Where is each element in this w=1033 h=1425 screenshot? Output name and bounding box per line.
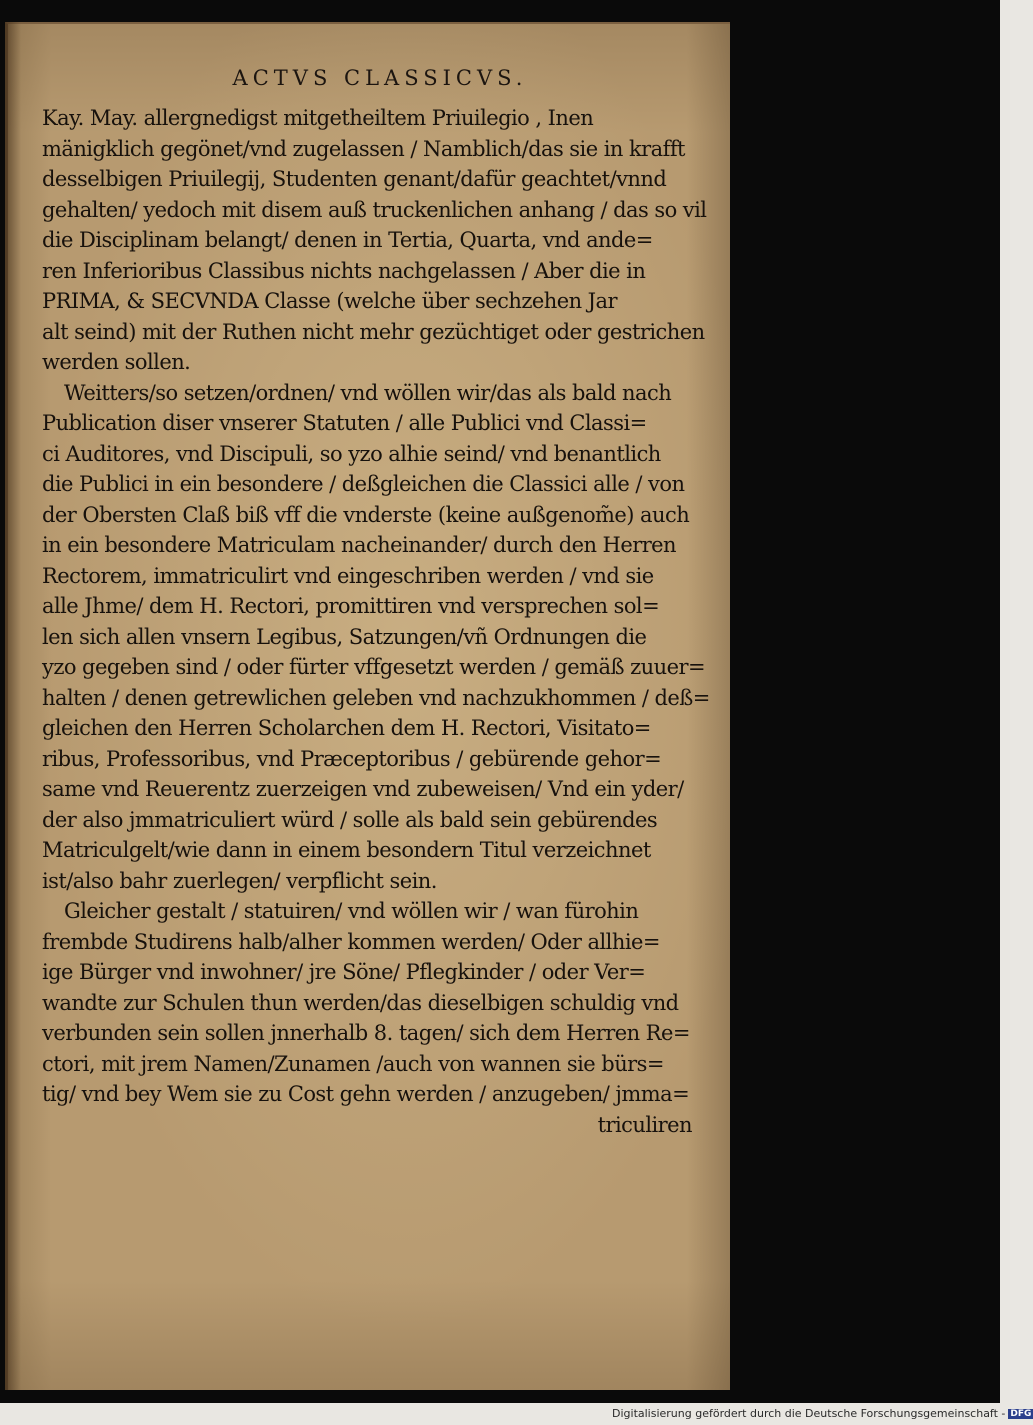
catchword: triculiren — [597, 1112, 692, 1137]
text-line: frembde Studirens halb/alher kommen werden/ Oder allhie= — [42, 929, 660, 954]
credit-text: Digitalisierung gefördert durch die Deutsche Forschungsgemeinschaft - — [612, 1407, 1006, 1420]
text-line: mänigklich gegönet/vnd zugelassen / Namblich/das sie in krafft — [42, 136, 685, 161]
text-line: gleichen den Herren Scholarchen dem H. Rectori, Visitato= — [42, 716, 651, 740]
text-line: ci Auditores, vnd Discipuli, so yzo alhie seind/ vnd benantlich — [42, 441, 661, 466]
text-line: halten / denen getrewlichen geleben vnd nachzukhommen / deß= — [42, 685, 710, 710]
text-line: ige Bürger vnd inwohner/ jre Söne/ Pflegkinder / oder Ver= — [42, 960, 646, 984]
text-line: gehalten/ yedoch mit disem auß truckenlichen anhang / das so vil — [42, 197, 707, 222]
text-line: werden sollen. — [42, 350, 191, 374]
paragraph-start-line: Gleicher gestalt / statuiren/ vnd wöllen wir / wan fürohin — [64, 899, 639, 923]
text-line: die Publici in ein besondere / deßgleichen die Classici alle / von — [42, 472, 685, 496]
text-line: yzo gegeben sind / oder fürter vffgesetzt werden / gemäß zuuer= — [42, 655, 705, 679]
text-line: PRIMA, & SECVNDA Classe (welche über sechzehen Jar — [42, 289, 618, 313]
text-line: Kay. May. allergnedigst mitgetheiltem Priuilegio , Inen — [42, 106, 594, 130]
text-line: same vnd Reuerentz zuerzeigen vnd zubeweisen/ Vnd ein yder/ — [42, 777, 684, 801]
spine-shadow — [5, 22, 21, 1390]
text-line: alt seind) mit der Ruthen nicht mehr gezüchtiget oder gestrichen — [42, 319, 705, 344]
running-head: ACTVS CLASSICVS. — [232, 66, 528, 90]
text-line: ist/also bahr zuerlegen/ verpflicht sein. — [42, 868, 437, 893]
text-line: desselbigen Priuilegij, Studenten genant/dafür geachtet/vnnd — [42, 167, 667, 191]
text-line: der also jmmatriculiert würd / solle als bald sein gebürendes — [42, 807, 658, 832]
text-line: Matriculgelt/wie dann in einem besondern Titul verzeichnet — [42, 838, 651, 862]
text-line: ctori, mit jrem Namen/Zunamen /auch von wannen sie bürs= — [42, 1051, 664, 1076]
text-line: Publication diser vnserer Statuten / alle Publici vnd Classi= — [42, 411, 647, 435]
paragraph-start-line: Weitters/so setzen/ordnen/ vnd wöllen wir/das als bald nach — [64, 380, 672, 405]
text-line: ren Inferioribus Classibus nichts nachgelassen / Aber die in — [42, 258, 646, 283]
text-line: ribus, Professoribus, vnd Præceptoribus / gebürende gehor= — [42, 746, 662, 771]
text-line: len sich allen vnsern Legibus, Satzungen/vñ Ordnungen die — [42, 624, 647, 649]
body-text — [42, 103, 722, 1140]
text-line: Rectorem, immatriculirt vnd eingeschriben werden / vnd sie — [42, 563, 654, 588]
dfg-logo-icon[interactable]: DFG — [1010, 1409, 1032, 1419]
text-line: alle Jhme/ dem H. Rectori, promittiren vnd versprechen sol= — [42, 594, 660, 618]
digitization-credit — [612, 1407, 1033, 1420]
text-line: die Disciplinam belangt/ denen in Tertia, Quarta, vnd ande= — [42, 228, 653, 252]
text-line: tig/ vnd bey Wem sie zu Cost gehn werden / anzugeben/ jmma= — [42, 1082, 690, 1106]
text-line: in ein besondere Matriculam nacheinander/ durch den Herren — [42, 533, 677, 557]
text-line: verbunden sein sollen jnnerhalb 8. tagen/ sich dem Herren Re= — [42, 1021, 690, 1045]
text-line: wandte zur Schulen thun werden/das dieselbigen schuldig vnd — [42, 990, 679, 1015]
text-line: der Obersten Claß biß vff die vnderste (keine außgenom̃e) auch — [42, 502, 690, 527]
